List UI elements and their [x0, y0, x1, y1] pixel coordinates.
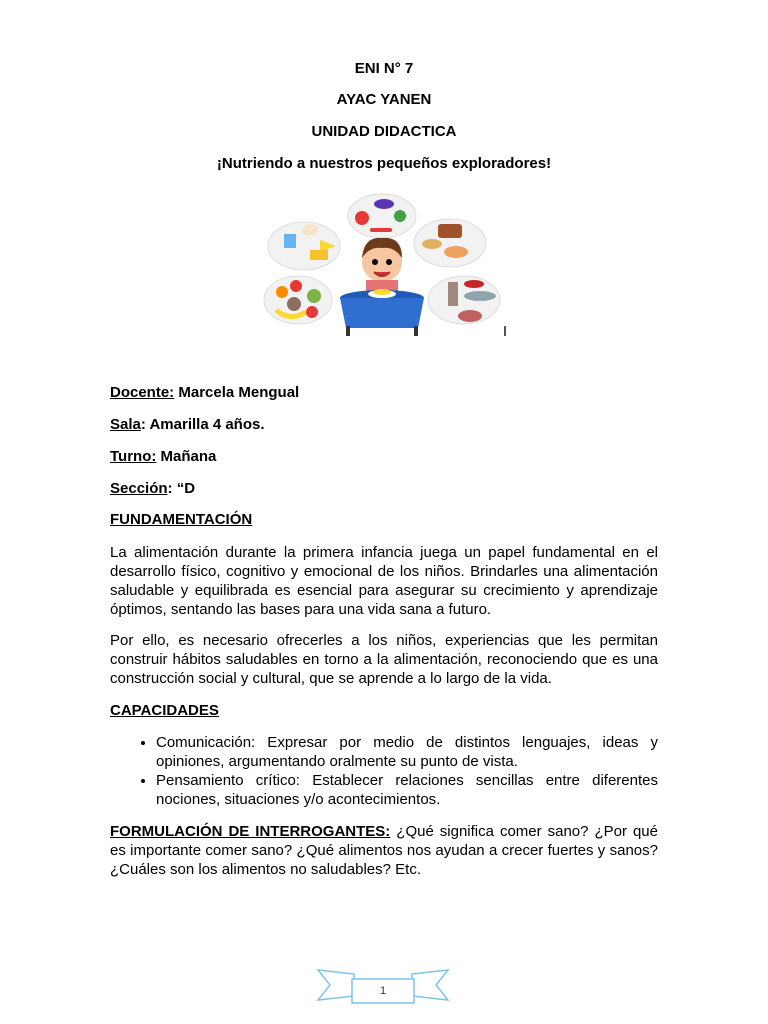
sala-label: Sala [110, 416, 141, 433]
capacidades-list [110, 733, 658, 809]
interrogantes-text: ¿Qué significa comer sano? ¿Por qué es importante comer sano? ¿Qué alimentos nos ayudan a crecer fuertes y sanos? ¿Cuáles son los alimentos no saludables? Etc. [110, 823, 658, 878]
food-illustration [262, 188, 512, 340]
seccion-label: Sección [110, 480, 168, 497]
fundamentacion-paragraph-2: Por ello, es necesario ofrecerles a los niños, experiencias que les permitan construir hábitos saludables en torno a la alimentación, reconociendo que es una construcción social y cultural, que se aprende a lo largo de la vida. [110, 632, 658, 687]
turno-value: Mañana [156, 448, 217, 465]
sala-value: : Amarilla 4 años. [140, 416, 265, 433]
list-item: • Comunicación: Expresar por medio de distintos lenguajes, ideas y opiniones, argumentando oralmente su punto de vista. [156, 733, 658, 771]
list-item: • Pensamiento crítico: Establecer relaciones sencillas entre diferentes nociones, situaciones y/o acontecimientos. [156, 771, 658, 809]
school-title: AYAC YANEN [336, 91, 432, 108]
unit-subtitle: ¡Nutriendo a nuestros pequeños exploradores! [216, 155, 552, 172]
unit-title: UNIDAD DIDACTICA [311, 123, 457, 140]
interrogantes-heading: FORMULACIÓN DE INTERROGANTES: [110, 823, 391, 840]
interrogantes-paragraph [110, 822, 658, 879]
page-number: 1 [379, 985, 387, 997]
capacidades-heading: CAPACIDADES [110, 702, 219, 719]
fundamentacion-paragraph-1: La alimentación durante la primera infancia juega un papel fundamental en el desarrollo físico, cognitivo y emocional de los niños. Brindarles una alimentación saludable y equilibrada es esencial para asegurar su crecimiento y aprendizaje óptimos, sentando las bases para una vida sana a futuro. [110, 544, 658, 618]
turno-label: Turno: [110, 448, 157, 465]
seccion-value: : “D [167, 480, 196, 497]
docente-value: Marcela Mengual [174, 384, 300, 401]
turno-line [110, 448, 216, 465]
docente-label: Docente: [110, 384, 175, 401]
fundamentacion-heading: FUNDAMENTACIÓN [110, 511, 253, 528]
seccion-line [110, 480, 195, 497]
school-name: ENI N° 7 [354, 60, 414, 77]
sala-line [110, 416, 265, 433]
docente-line [110, 384, 299, 401]
